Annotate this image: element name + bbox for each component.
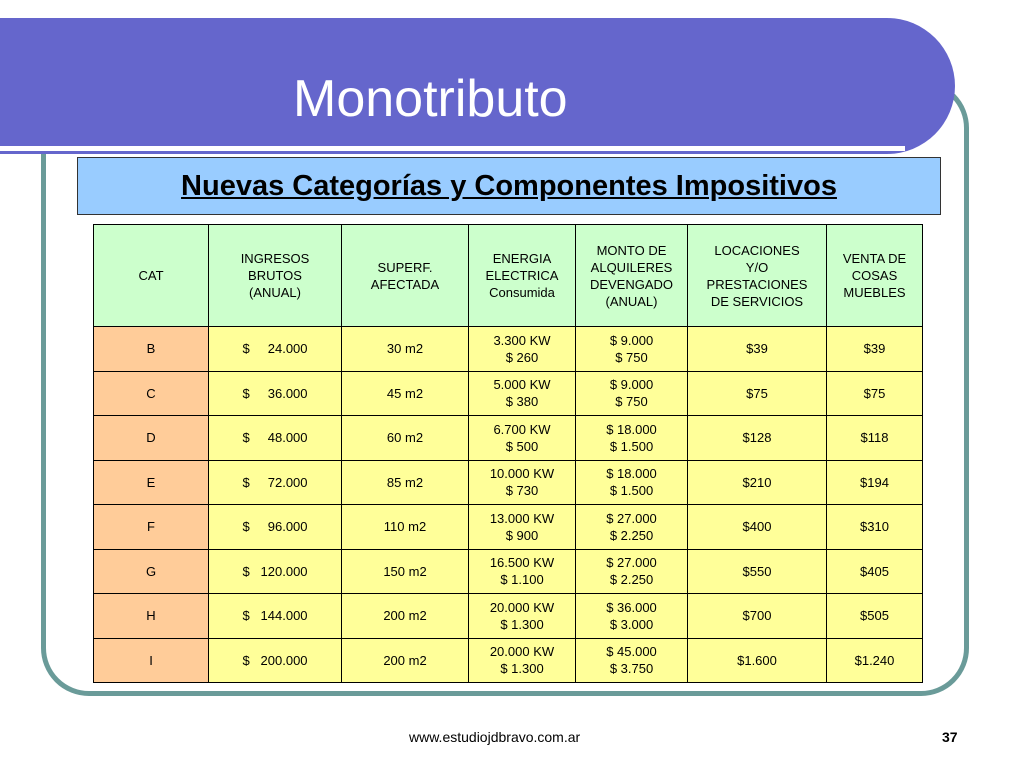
- cell-locaciones: $39: [688, 327, 827, 372]
- table-row: [94, 371, 923, 416]
- cell-ingresos: $ 200.000: [209, 638, 342, 683]
- header-energia: ENERGIA ELECTRICA Consumida: [469, 225, 576, 327]
- cell-alquileres: $ 18.000 $ 1.500: [576, 416, 688, 461]
- cell-superficie: 200 m2: [342, 594, 469, 639]
- cell-energia: 6.700 KW $ 500: [469, 416, 576, 461]
- cell-venta: $75: [827, 371, 923, 416]
- cell-superficie: 45 m2: [342, 371, 469, 416]
- cell-energia: 13.000 KW $ 900: [469, 505, 576, 550]
- table-row: [94, 416, 923, 461]
- cell-locaciones: $75: [688, 371, 827, 416]
- cell-venta: $39: [827, 327, 923, 372]
- cell-locaciones: $1.600: [688, 638, 827, 683]
- cell-superficie: 30 m2: [342, 327, 469, 372]
- cell-alquileres: $ 18.000 $ 1.500: [576, 460, 688, 505]
- table-row: [94, 638, 923, 683]
- cell-venta: $310: [827, 505, 923, 550]
- header-ingresos: INGRESOS BRUTOS (ANUAL): [209, 225, 342, 327]
- cell-venta: $194: [827, 460, 923, 505]
- cell-energia: 20.000 KW $ 1.300: [469, 594, 576, 639]
- cell-cat: G: [94, 549, 209, 594]
- cell-alquileres: $ 45.000 $ 3.750: [576, 638, 688, 683]
- cell-cat: E: [94, 460, 209, 505]
- cell-energia: 10.000 KW $ 730: [469, 460, 576, 505]
- footer-url: www.estudiojdbravo.com.ar: [409, 729, 581, 745]
- cell-ingresos: $ 120.000: [209, 549, 342, 594]
- cell-locaciones: $550: [688, 549, 827, 594]
- categories-table: [93, 224, 923, 683]
- cell-energia: 20.000 KW $ 1.300: [469, 638, 576, 683]
- page-number: 37: [942, 729, 958, 745]
- cell-alquileres: $ 36.000 $ 3.000: [576, 594, 688, 639]
- cell-energia: 16.500 KW $ 1.100: [469, 549, 576, 594]
- header-venta: VENTA DE COSAS MUEBLES: [827, 225, 923, 327]
- cell-locaciones: $700: [688, 594, 827, 639]
- cell-locaciones: $400: [688, 505, 827, 550]
- table-row: [94, 549, 923, 594]
- cell-ingresos: $ 144.000: [209, 594, 342, 639]
- cell-venta: $405: [827, 549, 923, 594]
- cell-superficie: 150 m2: [342, 549, 469, 594]
- table-row: [94, 460, 923, 505]
- cell-alquileres: $ 9.000 $ 750: [576, 327, 688, 372]
- cell-cat: D: [94, 416, 209, 461]
- cell-superficie: 60 m2: [342, 416, 469, 461]
- cell-cat: I: [94, 638, 209, 683]
- cell-ingresos: $ 96.000: [209, 505, 342, 550]
- header-alquileres: MONTO DE ALQUILERES DEVENGADO (ANUAL): [576, 225, 688, 327]
- cell-venta: $505: [827, 594, 923, 639]
- header-locaciones: LOCACIONES Y/O PRESTACIONES DE SERVICIOS: [688, 225, 827, 327]
- cell-cat: F: [94, 505, 209, 550]
- table-row: [94, 327, 923, 372]
- cell-ingresos: $ 72.000: [209, 460, 342, 505]
- table-header-row: [94, 225, 923, 327]
- cell-alquileres: $ 27.000 $ 2.250: [576, 549, 688, 594]
- slide-title: Monotributo: [293, 70, 568, 128]
- table-row: [94, 505, 923, 550]
- cell-locaciones: $128: [688, 416, 827, 461]
- cell-ingresos: $ 36.000: [209, 371, 342, 416]
- cell-cat: H: [94, 594, 209, 639]
- subtitle-text: Nuevas Categorías y Componentes Impositivos: [181, 169, 837, 202]
- cell-locaciones: $210: [688, 460, 827, 505]
- cell-venta: $118: [827, 416, 923, 461]
- cell-cat: C: [94, 371, 209, 416]
- cell-superficie: 85 m2: [342, 460, 469, 505]
- table-row: [94, 594, 923, 639]
- cell-venta: $1.240: [827, 638, 923, 683]
- cell-alquileres: $ 9.000 $ 750: [576, 371, 688, 416]
- cell-energia: 5.000 KW $ 380: [469, 371, 576, 416]
- cell-superficie: 200 m2: [342, 638, 469, 683]
- cell-ingresos: $ 48.000: [209, 416, 342, 461]
- header-superficie: SUPERF. AFECTADA: [342, 225, 469, 327]
- cell-alquileres: $ 27.000 $ 2.250: [576, 505, 688, 550]
- cell-ingresos: $ 24.000: [209, 327, 342, 372]
- cell-energia: 3.300 KW $ 260: [469, 327, 576, 372]
- cell-cat: B: [94, 327, 209, 372]
- cell-superficie: 110 m2: [342, 505, 469, 550]
- title-band: [0, 18, 955, 154]
- title-underline: [0, 146, 905, 151]
- subtitle-box: [77, 157, 941, 215]
- header-cat: CAT: [94, 225, 209, 327]
